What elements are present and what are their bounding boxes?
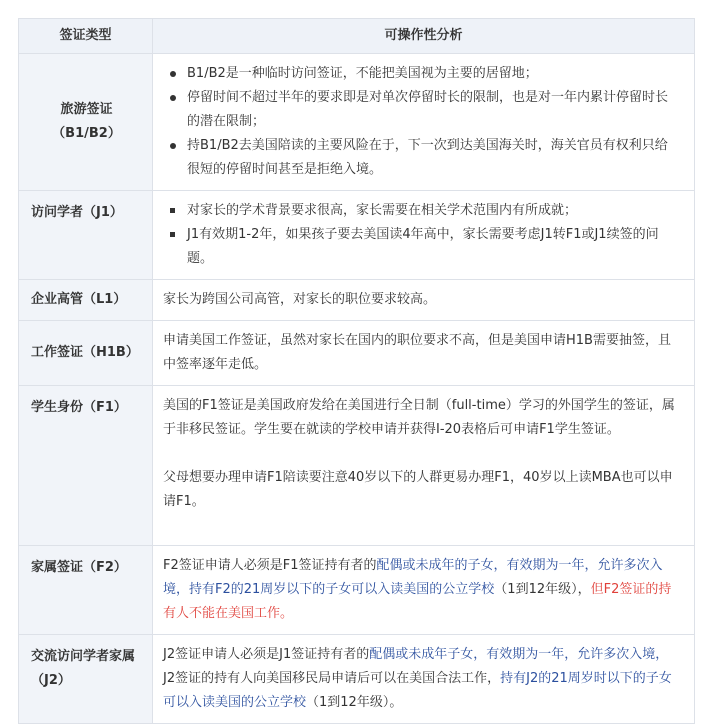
text-segment: J2签证的持有人向美国移民局申请后可以在美国合法工作， — [163, 671, 501, 686]
warning-text: 但F2签证的持有人不能在美国工作。 — [163, 582, 672, 621]
analysis-cell — [153, 635, 695, 724]
highlight-text: 配偶或未成年的子女，有效期为一年，允许多次入境，持有F2的21周岁以下的子女可以入读美国的公立学校 — [163, 558, 663, 597]
header-visa-type: 签证类型 — [19, 19, 153, 54]
analysis-cell: 申请美国工作签证，虽然对家长在国内的职位要求不高，但是美国申请H1B需要抽签，且中签率逐年走低。 — [153, 321, 695, 386]
visa-type-cell: 工作签证（H1B） — [19, 321, 153, 386]
list-item: J1有效期1-2年，如果孩子要去美国读4年高中，家长需要考虑J1转F1或J1续签的问题。 — [187, 223, 680, 271]
list-item: 持B1/B2去美国陪读的主要风险在于，下一次到达美国海关时，海关官员有权利只给很短的停留时间甚至是拒绝入境。 — [187, 134, 680, 182]
list-item: 停留时间不超过半年的要求即是对单次停留时长的限制，也是对一年内累计停留时长的潜在限制； — [187, 86, 680, 134]
visa-type-cell: 企业高管（L1） — [19, 280, 153, 321]
analysis-cell — [153, 191, 695, 280]
table-row — [19, 635, 695, 724]
text-segment: F2签证申请人必须是F1签证持有者的 — [163, 558, 377, 573]
analysis-cell: 家长为跨国公司高管，对家长的职位要求较高。 — [153, 280, 695, 321]
text-segment: （1到12年级）， — [494, 582, 591, 597]
bullet-list — [163, 199, 680, 271]
table-row — [19, 546, 695, 635]
visa-type-code: （B1/B2） — [52, 126, 121, 141]
analysis-cell — [153, 386, 695, 546]
highlight-text: 持有J2的21周岁时以下的子女可以入读美国的公立学校 — [163, 671, 672, 710]
bullet-list — [163, 62, 680, 182]
analysis-cell — [153, 546, 695, 635]
visa-type-cell: 学生身份（F1） — [19, 386, 153, 546]
list-item: 对家长的学术背景要求很高，家长需要在相关学术范围内有所成就； — [187, 199, 680, 223]
highlight-text: 配偶或未成年子女，有效期为一年，允许多次入境， — [369, 647, 669, 662]
table-row — [19, 54, 695, 191]
paragraph: 美国的F1签证是美国政府发给在美国进行全日制（full-time）学习的外国学生的签证，属于非移民签证。学生要在就读的学校申请并获得I-20表格后可申请F1学生签证。 — [163, 398, 675, 437]
text-segment: J2签证申请人必须是J1签证持有者的 — [163, 647, 370, 662]
visa-type-cell: 家属签证（F2） — [19, 546, 153, 635]
header-analysis: 可操作性分析 — [153, 19, 695, 54]
paragraph: 父母想要办理申请F1陪读要注意40岁以下的人群更易办理F1，40岁以上读MBA也可以申请F1。 — [163, 470, 673, 509]
visa-type-cell: 交流访问学者家属（J2） — [19, 635, 153, 724]
table-row — [19, 280, 695, 321]
visa-table — [18, 18, 695, 724]
visa-type-cell: 访问学者（J1） — [19, 191, 153, 280]
table-row — [19, 386, 695, 546]
table-row — [19, 321, 695, 386]
visa-type-cell — [19, 54, 153, 191]
list-item: B1/B2是一种临时访问签证，不能把美国视为主要的居留地； — [187, 62, 680, 86]
analysis-cell — [153, 54, 695, 191]
text-segment: （1到12年级）。 — [306, 695, 403, 710]
visa-type-name: 旅游签证 — [60, 102, 113, 117]
table-row — [19, 191, 695, 280]
header-row — [19, 19, 695, 54]
